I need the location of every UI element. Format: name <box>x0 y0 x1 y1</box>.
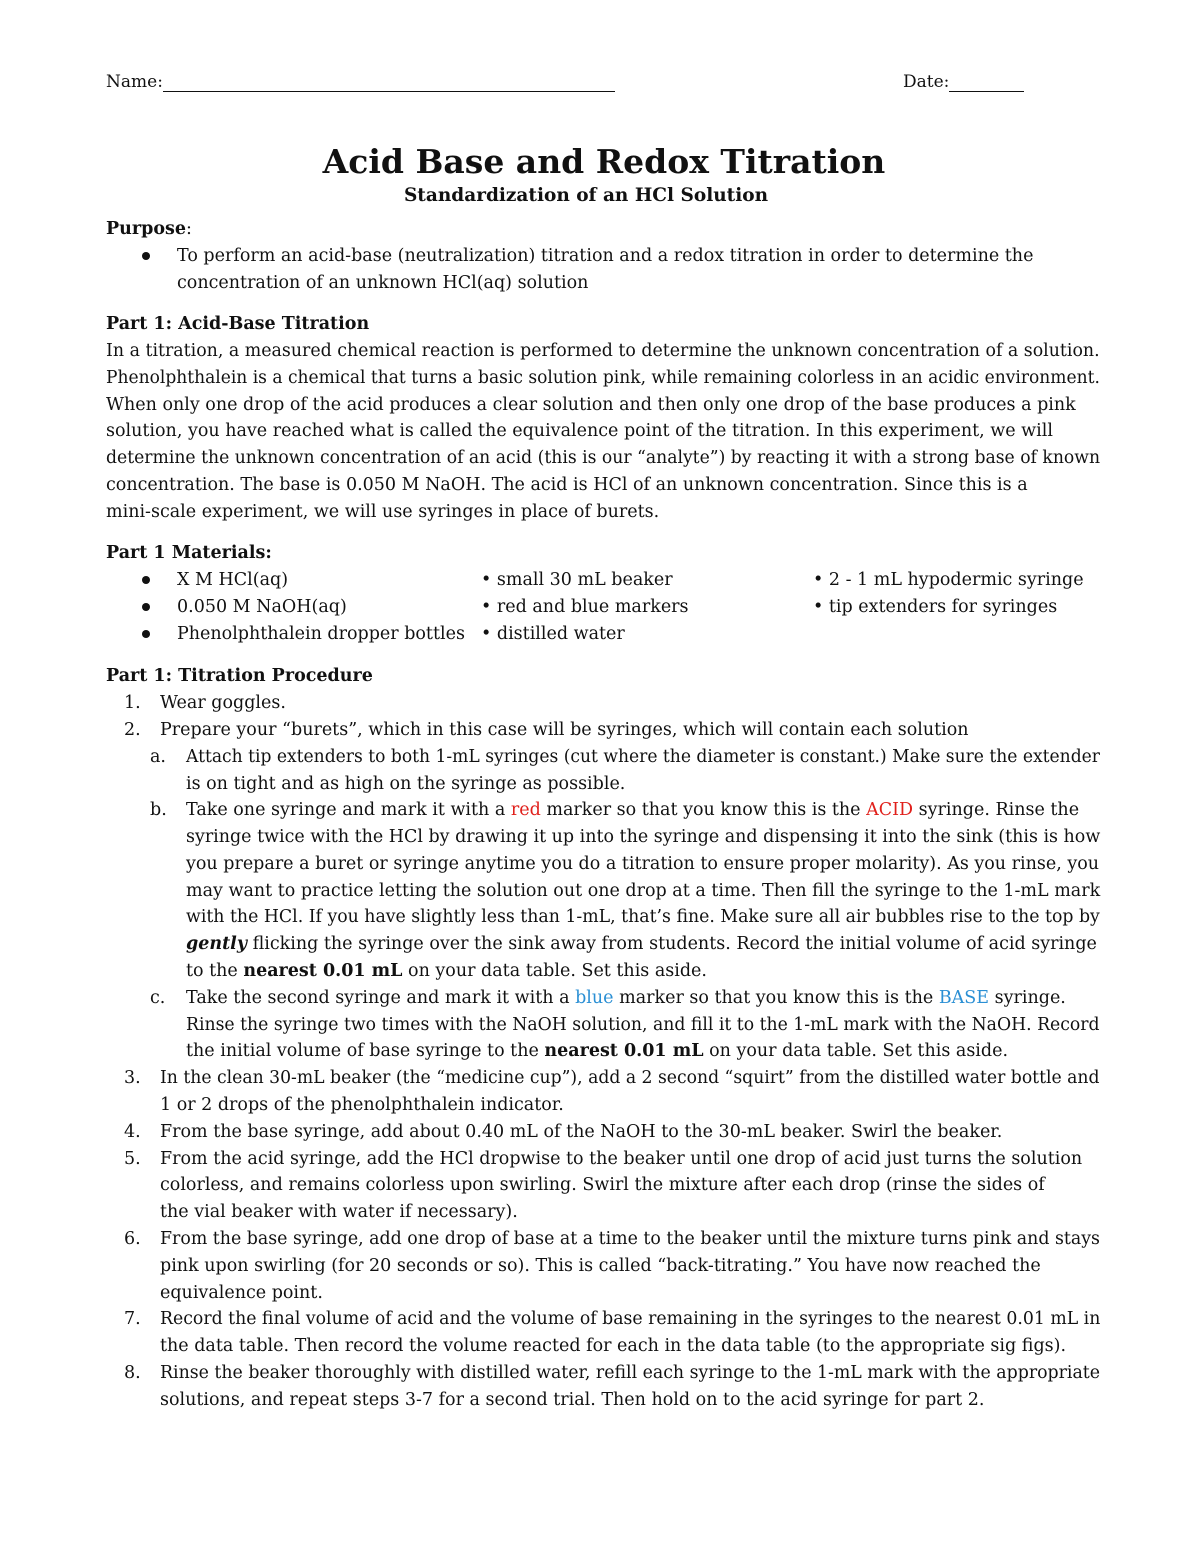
step-5-line: the vial beaker with water if necessary). <box>160 1202 518 1222</box>
material-item: • 2 - 1 mL hypodermic syringe <box>813 570 1084 590</box>
substep-a-line: Attach tip extenders to both 1-mL syringes (cut where the diameter is constant.) Make sure the extender <box>186 747 1100 767</box>
part1-paragraph-line: determine the unknown concentration of an acid (this is our “analyte”) by reacting it with a strong base of known <box>106 448 1101 468</box>
name-field <box>106 72 615 92</box>
bullet-icon <box>142 630 150 638</box>
name-label: Name: <box>106 72 163 92</box>
step-7-line: Record the final volume of acid and the volume of base remaining in the syringes to the nearest 0.01 mL in <box>160 1309 1101 1329</box>
substep-b-line <box>186 797 1079 824</box>
step-number: 1. <box>124 693 141 713</box>
purpose-heading <box>106 216 192 243</box>
text-run: syringe. <box>989 988 1066 1008</box>
step-4-text: From the base syringe, add about 0.40 mL of the NaOH to the 30-mL beaker. Swirl the beaker. <box>160 1122 1003 1142</box>
acid-word: ACID <box>866 800 914 820</box>
step-5-line: From the acid syringe, add the HCl dropwise to the beaker until one drop of acid just turns the solution <box>160 1149 1083 1169</box>
step-number: 8. <box>124 1363 141 1383</box>
purpose-colon: : <box>186 219 192 239</box>
text-run: to the <box>186 961 244 981</box>
part1-paragraph-line: Phenolphthalein is a chemical that turns a basic solution pink, while remaining colorless in an acidic environment. <box>106 368 1100 388</box>
date-field <box>903 72 1024 92</box>
bullet-icon <box>142 252 150 260</box>
text-run: the initial volume of base syringe to the <box>186 1041 545 1061</box>
substep-b-line: syringe twice with the HCl by drawing it up into the syringe and dispensing it into the sink (this is how <box>186 827 1101 847</box>
substep-letter: c. <box>150 988 166 1008</box>
step-6-line: pink upon swirling (for 20 seconds or so). This is called “back-titrating.” You have now reached the <box>160 1256 1041 1276</box>
text-run: on your data table. Set this aside. <box>402 961 707 981</box>
step-number: 6. <box>124 1229 141 1249</box>
text-run: syringe. Rinse the <box>913 800 1080 820</box>
page-subtitle: Standardization of an HCl Solution <box>403 185 769 206</box>
part1-paragraph-line: concentration. The base is 0.050 M NaOH. The acid is HCl of an unknown concentration. Since this is a <box>106 475 1028 495</box>
substep-b-line <box>186 931 1097 958</box>
part1-heading: Part 1: Acid-Base Titration <box>106 314 370 334</box>
base-word: BASE <box>938 988 990 1008</box>
gently-word: gently <box>186 934 247 954</box>
substep-b-line: you prepare a buret or syringe anytime you do a titration to ensure proper molarity). As you rinse, you <box>186 854 1100 874</box>
step-6-line: equivalence point. <box>160 1283 323 1303</box>
text-run: marker so that you know this is the <box>613 988 939 1008</box>
step-6-line: From the base syringe, add one drop of base at a time to the beaker until the mixture turns pink and stays <box>160 1229 1100 1249</box>
blue-word: blue <box>575 988 614 1008</box>
substep-b-line: with the HCl. If you have slightly less than 1-mL, that’s fine. Make sure all air bubbles rise to the top by <box>186 907 1100 927</box>
step-7-line: the data table. Then record the volume reacted for each in the data table (to the appropriate sig figs). <box>160 1336 1067 1356</box>
step-number: 2. <box>124 720 141 740</box>
part1-paragraph-line: In a titration, a measured chemical reaction is performed to determine the unknown concentration of a solution. <box>106 341 1100 361</box>
bullet-icon <box>142 576 150 584</box>
material-item: • red and blue markers <box>481 597 689 617</box>
procedure-heading: Part 1: Titration Procedure <box>106 666 373 686</box>
step-number: 7. <box>124 1309 141 1329</box>
substep-c-line: Rinse the syringe two times with the NaOH solution, and fill it to the 1-mL mark with the NaOH. Record <box>186 1015 1100 1035</box>
step-8-line: Rinse the beaker thoroughly with distilled water, refill each syringe to the 1-mL mark with the appropriate <box>160 1363 1101 1383</box>
date-blank <box>949 73 1024 92</box>
part1-paragraph-line: mini-scale experiment, we will use syringes in place of burets. <box>106 502 660 522</box>
text-run: Take the second syringe and mark it with a <box>186 988 576 1008</box>
material-item: • tip extenders for syringes <box>813 597 1058 617</box>
material-item: Phenolphthalein dropper bottles <box>177 624 465 644</box>
bold-run: nearest 0.01 mL <box>544 1041 704 1061</box>
materials-heading: Part 1 Materials: <box>106 543 272 563</box>
substep-c-line <box>186 985 1066 1012</box>
step-3-line: 1 or 2 drops of the phenolphthalein indicator. <box>160 1095 564 1115</box>
substep-b-line <box>186 958 707 985</box>
page-title: Acid Base and Redox Titration <box>322 142 886 181</box>
name-blank <box>163 73 615 92</box>
text-run: on your data table. Set this aside. <box>703 1041 1009 1061</box>
step-8-line: solutions, and repeat steps 3-7 for a second trial. Then hold on to the acid syringe for part 2. <box>160 1390 985 1410</box>
substep-a-line: is on tight and as high on the syringe as possible. <box>186 774 626 794</box>
step-1-text: Wear goggles. <box>160 693 286 713</box>
purpose-bullet-line2: concentration of an unknown HCl(aq) solution <box>177 273 589 293</box>
substep-letter: b. <box>150 800 167 820</box>
part1-paragraph-line: solution, you have reached what is called the equivalence point of the titration. In this experiment, we will <box>106 421 1053 441</box>
step-3-line: In the clean 30-mL beaker (the “medicine cup”), add a 2 second “squirt” from the distilled water bottle and <box>160 1068 1100 1088</box>
material-item: 0.050 M NaOH(aq) <box>177 597 347 617</box>
text-run: Take one syringe and mark it with a <box>186 800 511 820</box>
bold-run: nearest 0.01 mL <box>243 961 403 981</box>
material-item: • small 30 mL beaker <box>481 570 673 590</box>
purpose-heading-text: Purpose <box>106 219 186 239</box>
text-run: marker so that you know this is the <box>540 800 867 820</box>
material-item: X M HCl(aq) <box>177 570 289 590</box>
bullet-icon <box>142 603 150 611</box>
step-5-line: colorless, and remains colorless upon swirling. Swirl the mixture after each drop (rinse the sides of <box>160 1175 1045 1195</box>
date-label: Date: <box>903 72 950 92</box>
red-word: red <box>510 800 541 820</box>
step-number: 5. <box>124 1149 141 1169</box>
text-run: flicking the syringe over the sink away from students. Record the initial volume of acid syringe <box>247 934 1097 954</box>
substep-c-line <box>186 1038 1008 1065</box>
step-number: 3. <box>124 1068 141 1088</box>
part1-paragraph-line: When only one drop of the acid produces a clear solution and then only one drop of the base produces a pink <box>106 395 1076 415</box>
substep-letter: a. <box>150 747 166 767</box>
material-item: • distilled water <box>481 624 625 644</box>
purpose-bullet-line1: To perform an acid-base (neutralization) titration and a redox titration in order to determine the <box>177 246 1034 266</box>
substep-b-line: may want to practice letting the solution out one drop at a time. Then fill the syringe to the 1-mL mark <box>186 881 1101 901</box>
step-2-text: Prepare your “burets”, which in this case will be syringes, which will contain each solution <box>160 720 969 740</box>
step-number: 4. <box>124 1122 141 1142</box>
